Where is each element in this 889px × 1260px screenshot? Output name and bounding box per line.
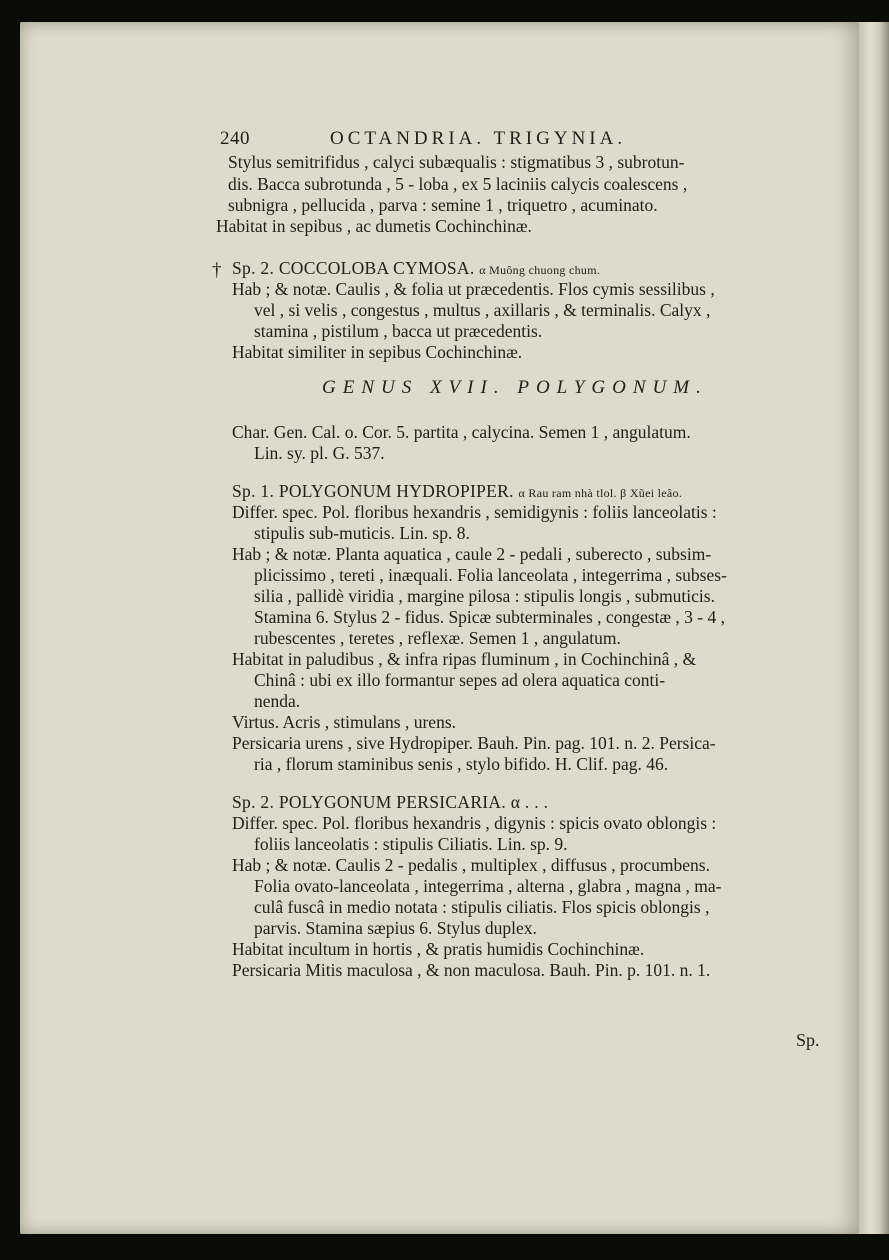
species-heading [232, 481, 682, 503]
text-line: Stylus semitrifidus , calyci subæqualis : stigmatibus 3 , subrotun- [228, 152, 685, 172]
page-edge [859, 22, 889, 1234]
text-line: nenda. [254, 691, 301, 711]
text-line: Virtus. Acris , stimulans , urens. [232, 712, 457, 732]
text-line: stipulis sub-muticis. Lin. sp. 8. [254, 523, 470, 543]
text-line: stamina , pistilum , bacca ut præcedentis. [254, 321, 543, 341]
text-line: silia , pallidè viridia , margine pilosa : stipulis longis , submuticis. [254, 586, 715, 606]
running-head [220, 128, 627, 150]
text-line: Habitat in paludibus , & infra ripas fluminum , in Cochinchinâ , & [232, 649, 697, 669]
genus-heading: GENUS XVII. POLYGONUM. [322, 377, 708, 398]
text-line: Char. Gen. Cal. o. Cor. 5. partita , calycina. Semen 1 , angulatum. [232, 422, 691, 442]
text-line: Habitat incultum in hortis , & pratis humidis Cochinchinæ. [232, 939, 645, 959]
text-line: subnigra , pellucida , parva : semine 1 , triquetro , acuminato. [228, 195, 658, 215]
text-line: Habitat in sepibus , ac dumetis Cochinchinæ. [216, 216, 532, 236]
dagger-mark: † [212, 260, 222, 281]
text-line: Hab ; & notæ. Caulis 2 - pedalis , multiplex , diffusus , procumbens. [232, 855, 710, 875]
species-heading [232, 258, 600, 280]
text-line: ria , florum staminibus senis , stylo bifido. H. Clif. pag. 46. [254, 754, 669, 774]
text-line: Persicaria Mitis maculosa , & non maculosa. Bauh. Pin. p. 101. n. 1. [232, 960, 711, 980]
text-line: Differ. spec. Pol. floribus hexandris , semidigynis : foliis lanceolatis : [232, 502, 717, 522]
text-line: plicissimo , tereti , inæquali. Folia lanceolata , integerrima , subses- [254, 565, 727, 585]
text-line: Hab ; & notæ. Caulis , & folia ut præcedentis. Flos cymis sessilibus , [232, 279, 715, 299]
text-line: parvis. Stamina sæpius 6. Stylus duplex. [254, 918, 537, 938]
vernacular-name: α Muông chuong chum. [479, 263, 601, 277]
text-line: Lin. sy. pl. G. 537. [254, 443, 385, 463]
text-line: Habitat similiter in sepibus Cochinchinæ. [232, 342, 523, 362]
catchword: Sp. [796, 1030, 820, 1050]
species-heading: Sp. 2. POLYGONUM PERSICARIA. α . . . [232, 792, 549, 812]
running-title: OCTANDRIA. TRIGYNIA. [330, 128, 627, 149]
text-line: rubescentes , teretes , reflexæ. Semen 1 , angulatum. [254, 628, 621, 648]
text-line: Chinâ : ubi ex illo formantur sepes ad olera aquatica conti- [254, 670, 666, 690]
text-line: Differ. spec. Pol. floribus hexandris , digynis : spicis ovato oblongis : [232, 813, 717, 833]
text-line: Stamina 6. Stylus 2 - fidus. Spicæ subterminales , congestæ , 3 - 4 , [254, 607, 726, 627]
vernacular-name: α Rau ram nhà tlol. β Xũei leâo. [518, 486, 683, 500]
text-line: Folia ovato-lanceolata , integerrima , alterna , glabra , magna , ma- [254, 876, 722, 896]
page-number: 240 [220, 128, 250, 149]
species-title: Sp. 1. POLYGONUM HYDROPIPER. [232, 481, 514, 501]
text-line: vel , si velis , congestus , multus , axillaris , & terminalis. Calyx , [254, 300, 711, 320]
species-title: Sp. 2. COCCOLOBA CYMOSA. [232, 258, 475, 278]
text-line: foliis lanceolatis : stipulis Ciliatis. Lin. sp. 9. [254, 834, 568, 854]
text-line: Persicaria urens , sive Hydropiper. Bauh. Pin. pag. 101. n. 2. Persica- [232, 733, 716, 753]
text-line: culâ fuscâ in medio notata : stipulis ciliatis. Flos spicis oblongis , [254, 897, 710, 917]
text-line: dis. Bacca subrotunda , 5 - loba , ex 5 laciniis calycis coalescens , [228, 174, 688, 194]
text-line: Hab ; & notæ. Planta aquatica , caule 2 - pedali , suberecto , subsim- [232, 544, 712, 564]
